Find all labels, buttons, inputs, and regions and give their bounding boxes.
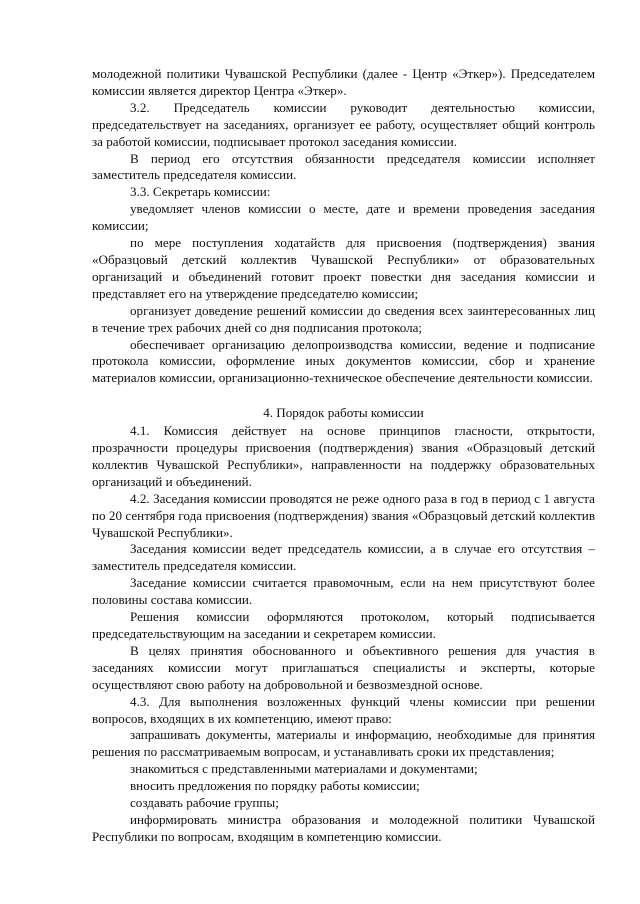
paragraph-4-3: 4.3. Для выполнения возложенных функций члены комиссии при решении вопросов, входящих в их компетенцию, имеют право: — [92, 693, 595, 726]
paragraph-notify: уведомляет членов комиссии о месте, дате и времени проведения заседания комиссии; — [92, 201, 595, 234]
paragraph-protocol: Решения комиссии оформляются протоколом, который подписывается председательствующим на заседании и секретарем комиссии. — [92, 609, 595, 641]
paragraph-3-2: 3.2. Председатель комиссии руководит деятельностью комиссии, председательствует на заседаниях, организует ее работу, осуществляет общий контроль за работой комиссии, подписывает протокол заседания комиссии. — [92, 99, 595, 149]
paragraph-agenda: по мере поступления ходатайств для присвоения (подтверждения) звания «Образцовый детский коллектив Чувашской Республики» от образовательных организаций и объединений готовит проект повестки дня заседания комиссии и представляет его на утверждение председателю комиссии; — [92, 235, 595, 301]
paragraph-4-2: 4.2. Заседания комиссии проводятся не реже одного раза в год в период с 1 августа по 20 сентября года присвоения (подтверждения) звания «Образцовый детский коллектив Чувашской Республики». — [92, 490, 595, 540]
paragraph-experts: В целях принятия обоснованного и объективного решения для участия в заседаниях комиссии могут приглашаться специалисты и эксперты, которые осуществляют свою работу на добровольной и безвозмездной основе. — [92, 642, 595, 692]
paragraph-continuation: молодежной политики Чувашской Республики (далее - Центр «Эткер»). Председателем комиссии является директор Центра «Эткер». — [92, 66, 595, 98]
paragraph-quorum: Заседание комиссии считается правомочным, если на нем присутствуют более половины состава комиссии. — [92, 575, 595, 608]
paragraph-decisions: организует доведение решений комиссии до сведения всех заинтересованных лиц в течение трех рабочих дней со дня подписания протокола; — [92, 302, 595, 335]
paragraph-3-3: 3.3. Секретарь комиссии: — [130, 184, 271, 200]
paragraph-propose: вносить предложения по порядку работы комиссии; — [130, 778, 420, 794]
section-title: 4. Порядок работы комиссии — [263, 405, 424, 421]
paragraph-groups: создавать рабочие группы; — [130, 795, 279, 811]
paragraph-request: запрашивать документы, материалы и информацию, необходимые для принятия решения по рассматриваемым вопросам, и устанавливать сроки их представления; — [92, 727, 595, 760]
paragraph-inform: информировать министра образования и молодежной политики Чувашской Республики по вопросам, входящим в компетенцию комиссии. — [92, 811, 595, 844]
paragraph-review: знакомиться с представленными материалами и документами; — [130, 761, 478, 777]
paragraph-4-1: 4.1. Комиссия действует на основе принципов гласности, открытости, прозрачности процедуры присвоения (подтверждения) звания «Образцовый детский коллектив Чувашской Республики», направленности на поддержку образовательных организаций и объединений. — [92, 423, 595, 489]
paragraph-records: обеспечивает организацию делопроизводства комиссии, ведение и подписание протокола комиссии, оформление иных документов комиссии, сбор и хранение материалов комиссии, организационно-техническое обеспечение деятельности комиссии. — [92, 336, 595, 386]
paragraph-deputy: В период его отсутствия обязанности председателя комиссии исполняет заместитель председателя комиссии. — [92, 150, 595, 183]
paragraph-chair: Заседания комиссии ведет председатель комиссии, а в случае его отсутствия – заместитель председателя комиссии. — [92, 541, 595, 574]
